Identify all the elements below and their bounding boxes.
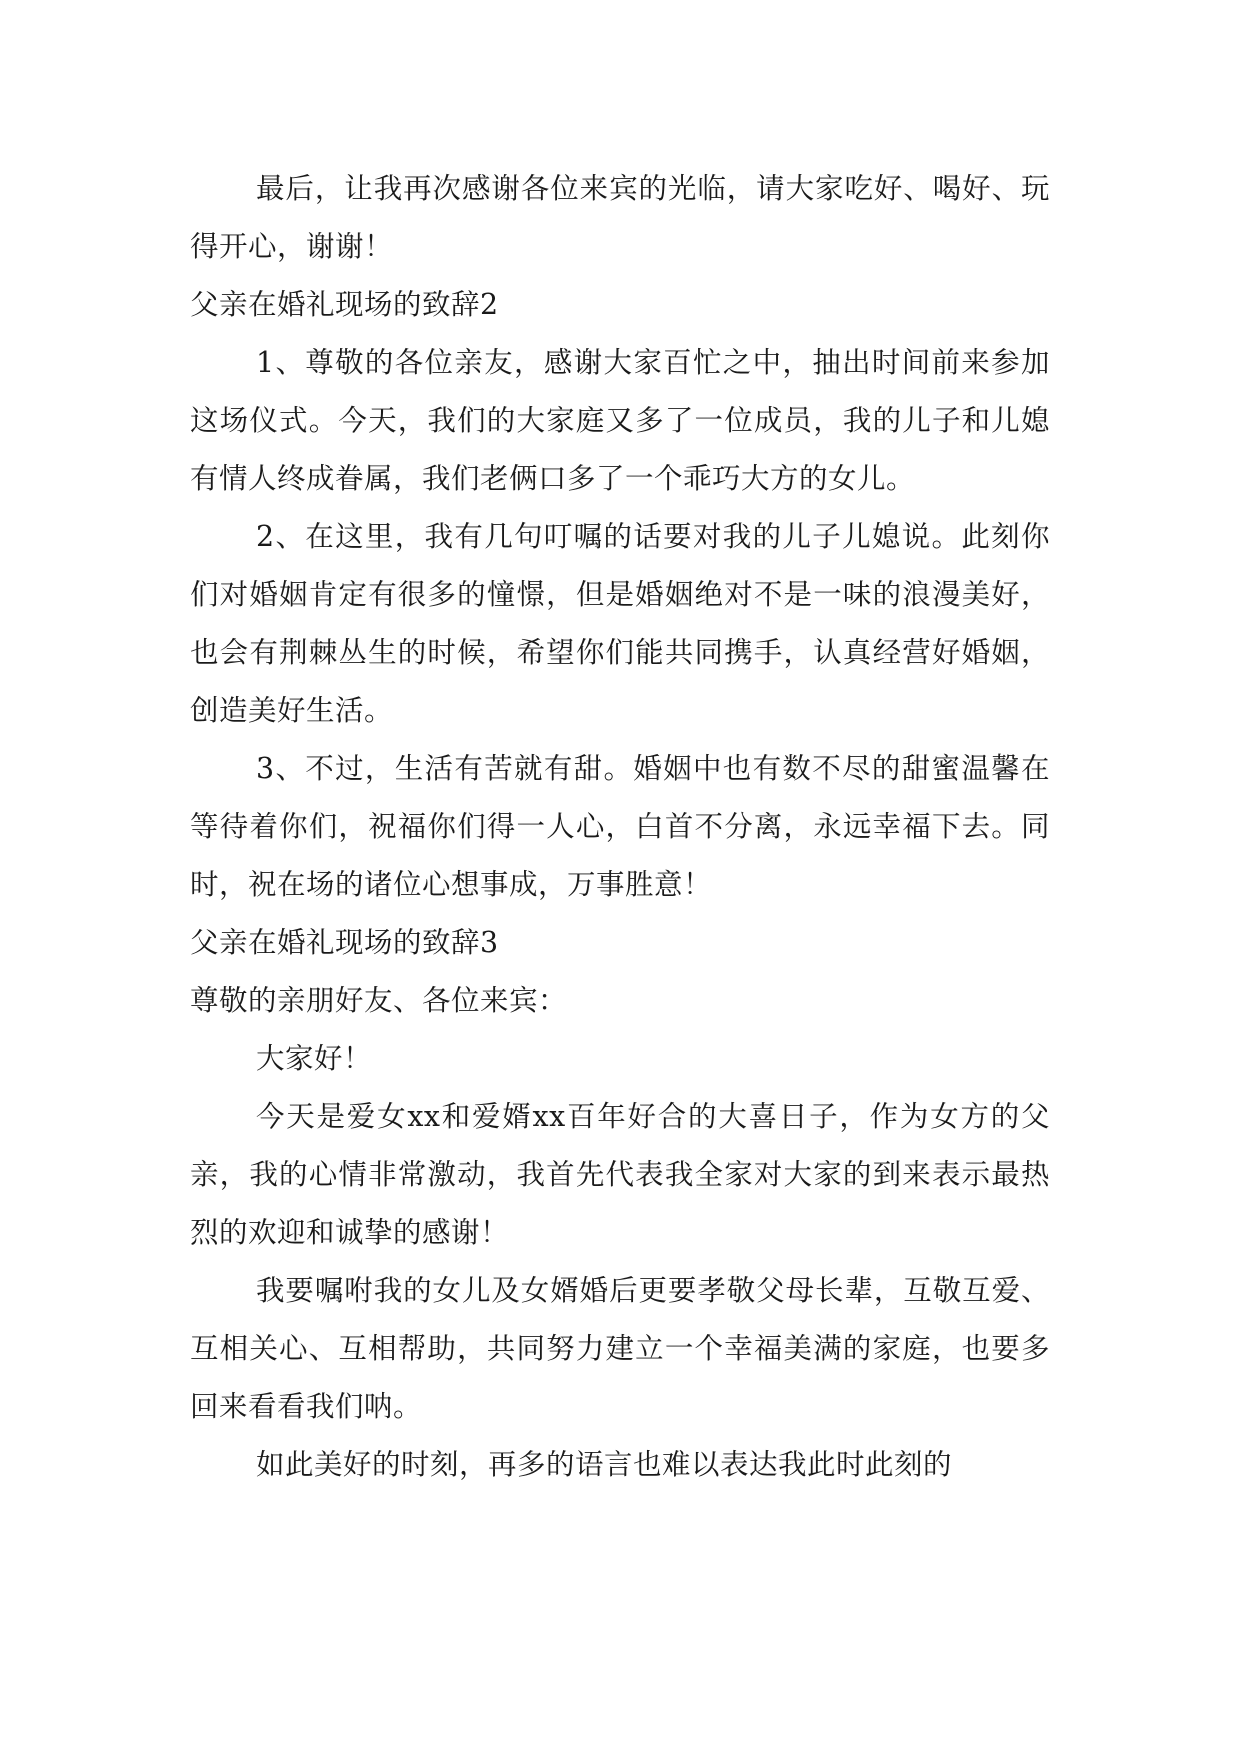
paragraph-point-2: 2、在这里，我有几句叮嘱的话要对我的儿子儿媳说。此刻你们对婚姻肯定有很多的憧憬，但是婚姻绝对不是一味的浪漫美好，也会有荆棘丛生的时候，希望你们能共同携手，认真经营好婚姻，创造美好生活。 [190, 520, 1050, 727]
paragraph-closing-thanks: 最后，让我再次感谢各位来宾的光临，请大家吃好、喝好、玩得开心，谢谢！ [190, 172, 1050, 263]
paragraph-point-1: 1、尊敬的各位亲友，感谢大家百忙之中，抽出时间前来参加这场仪式。今天，我们的大家庭又多了一位成员，我的儿子和儿媳有情人终成眷属，我们老俩口多了一个乖巧大方的女儿。 [190, 346, 1050, 495]
paragraph-welcome: 今天是爱女xx和爱婿xx百年好合的大喜日子，作为女方的父亲，我的心情非常激动，我首先代表我全家对大家的到来表示最热烈的欢迎和诚挚的感谢！ [190, 1100, 1050, 1249]
paragraph-final-partial: 如此美好的时刻，再多的语言也难以表达我此时此刻的 [256, 1448, 953, 1481]
section-heading-2: 父亲在婚礼现场的致辞2 [190, 288, 499, 321]
paragraph-advice: 我要嘱咐我的女儿及女婿婚后更要孝敬父母长辈，互敬互爱、互相关心、互相帮助，共同努力建立一个幸福美满的家庭，也要多回来看看我们呐。 [190, 1274, 1050, 1423]
section-heading-3: 父亲在婚礼现场的致辞3 [190, 926, 499, 959]
document-page [190, 160, 1050, 1494]
greeting: 大家好！ [256, 1042, 373, 1075]
paragraph-point-3: 3、不过，生活有苦就有甜。婚姻中也有数不尽的甜蜜温馨在等待着你们，祝福你们得一人心，白首不分离，永远幸福下去。同时，祝在场的诸位心想事成，万事胜意！ [190, 752, 1050, 901]
salutation: 尊敬的亲朋好友、各位来宾： [190, 984, 568, 1017]
